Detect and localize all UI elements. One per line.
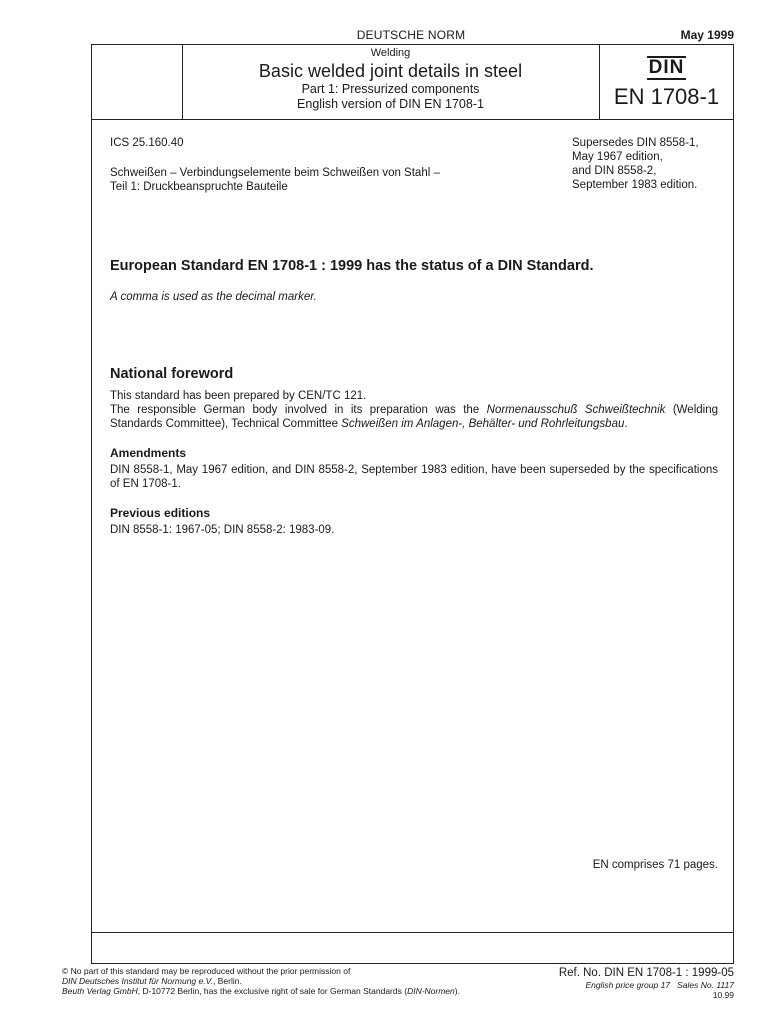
german-title — [110, 166, 530, 194]
copyright-text: , D-10772 Berlin, has the exclusive right of sale for German Standards ( — [137, 986, 408, 996]
price-group: English price group 17 — [585, 980, 671, 990]
part-title: Part 1: Pressurized components — [301, 82, 480, 96]
foreword-text: The responsible German body involved in its preparation was the — [110, 404, 487, 416]
foreword-paragraph — [110, 403, 718, 431]
committee-name: Normenausschuß Schweißtechnik — [486, 404, 666, 416]
din-logo: DIN — [648, 57, 685, 78]
supersedes-line: May 1967 edition, — [572, 151, 663, 163]
status-statement: European Standard EN 1708-1 : 1999 has the status of a DIN Standard. — [110, 258, 594, 274]
document-title: Basic welded joint details in steel — [258, 61, 523, 81]
publisher-name: Beuth Verlag GmbH — [62, 986, 138, 996]
english-version-label: English version of DIN EN 1708-1 — [297, 97, 484, 111]
german-title-line: Schweißen – Verbindungselemente beim Schweißen von Stahl – — [110, 167, 440, 179]
category-label: Welding — [370, 47, 411, 59]
supersedes-line: Supersedes DIN 8558-1, — [572, 137, 699, 149]
din-normen-label: DIN-Normen — [407, 986, 455, 996]
supersedes-note — [572, 136, 732, 192]
sales-number: Sales No. 1117 — [677, 980, 734, 990]
supersedes-line: and DIN 8558-2, — [572, 165, 657, 177]
foreword-text: . — [624, 418, 628, 430]
copyright-line: © No part of this standard may be reproduced without the prior permission of — [62, 966, 351, 976]
din-institute-name: DIN Deutsches Institut für Normung e.V. — [62, 976, 214, 986]
foreword-paragraph: This standard has been prepared by CEN/TC 121. — [110, 390, 367, 402]
reference-number: Ref. No. DIN EN 1708-1 : 1999-05 — [558, 967, 734, 979]
previous-editions-text: DIN 8558-1: 1967-05; DIN 8558-2: 1983-09. — [110, 524, 335, 536]
copyright-notice — [62, 966, 522, 996]
amendments-text: DIN 8558-1, May 1967 edition, and DIN 8558-2, September 1983 edition, have been superseded by the specifications of EN 1708-1. — [110, 464, 718, 490]
technical-committee-name: Schweißen im Anlagen-, Behälter- und Rohrleitungsbau — [341, 418, 625, 430]
copyright-text: , Berlin. — [213, 976, 242, 986]
publication-date: May 1999 — [680, 28, 734, 42]
copyright-line — [62, 976, 522, 986]
amendments-heading: Amendments — [110, 446, 187, 460]
ics-code: ICS 25.160.40 — [110, 137, 184, 149]
copyright-line — [62, 986, 522, 996]
norm-label: DEUTSCHE NORM — [356, 28, 466, 42]
title-block — [182, 47, 599, 112]
print-date-code: 10.99 — [712, 990, 734, 1000]
german-title-line: Teil 1: Druckbeanspruchte Bauteile — [110, 181, 288, 193]
page-count-note: EN comprises 71 pages. — [592, 859, 718, 871]
price-line — [559, 980, 734, 990]
standard-number: EN 1708-1 — [613, 84, 720, 109]
copyright-text: ). — [454, 986, 460, 996]
supersedes-line: September 1983 edition. — [572, 179, 698, 191]
din-block — [599, 56, 734, 111]
foreword-text: (Welding Standards Committee), Technical Committee — [110, 404, 718, 430]
previous-editions-heading: Previous editions — [110, 506, 211, 520]
foreword-heading: National foreword — [110, 366, 234, 382]
reference-block — [559, 966, 734, 1001]
decimal-note: A comma is used as the decimal marker. — [110, 291, 317, 303]
frame-bottom-rule — [91, 932, 734, 933]
